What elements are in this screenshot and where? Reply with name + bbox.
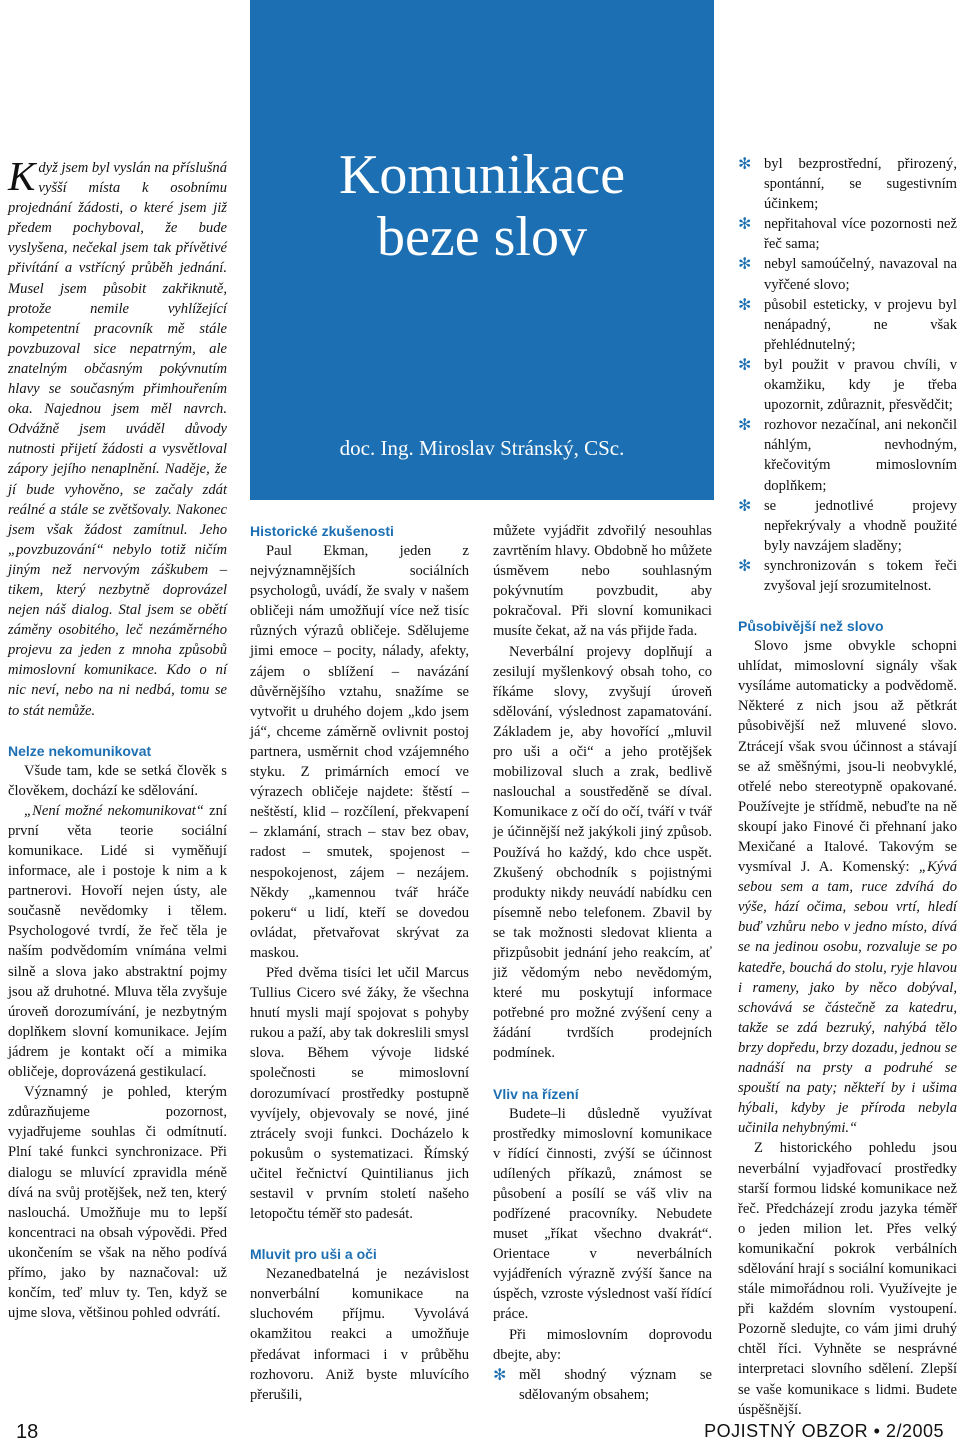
list-item bbox=[738, 496, 957, 556]
list-item-text: synchronizován s tokem řeči zvyšoval její srozumitelnost. bbox=[764, 557, 957, 594]
quote: „Není možné nekomunikovat“ bbox=[24, 802, 204, 819]
asterisk-bullet-icon: ✻ bbox=[738, 415, 752, 435]
intro-text: dyž jsem byl vyslán na příslušná vyšší místa k osobnímu projednání žádosti, o které jsem již předem pochyboval, že bude vyslyšena, nečekal jsem tak přívětivé přivítání a vstřícný průběh jednání. Musel jsem působit zakřiknutě, protože nemile vyhlížející kompetentní pracovník mě stále povzbuzoval sice nepatrným, ale znatelným občasným pokývnutím hlavy se současným přimhouřením oka. Najednou jsem měl navrch. Odvážně jsem uváděl důvody nutnosti přijetí žádosti a vysvětloval zápory jejího nenaplnění. Naděje, že jí bude vyhověno, se začaly zdát reálné a stále se zvětšovaly. Nakonec jsem však žádost zamítnul. Jeho „povzbuzování“ nebylo totiž ničím jiným než nervovým záškubem – tikem, který nezbytně doprovázel nejen náš dialog. Stal jsem se obětí záměny osobitého, leč nezáměrného projevu za jeden z mnoha způsobů mimoslovní komunikace. Kdo o ní nic neví, nebo na ni nedbá, tomu se to stát nemůže. bbox=[8, 160, 227, 719]
drop-cap: K bbox=[8, 153, 36, 199]
paragraph: Před dvěma tisíci let učil Marcus Tullius Cicero své žáky, že všechna hnutí mysli mají spojovat s pohyby rukou a paží, aby tak dokreslili smysl slova. Během vývoje lidské společnosti se mimoslovní dorozumívací prostředky postupně vyvíjely, objevovaly se nové, jiné ztrácely svoji funkci. Docházelo k pokusům o systematizaci. Římský učitel řečnictví Quintilianus jich sestavil v prvním století našeho letopočtu téměř sto padesát. bbox=[250, 964, 469, 1223]
paragraph: Paul Ekman, jeden z nejvýznamnějších sociálních psychologů, uvádí, že svaly v našem obličeji nám umožňují více než tisíc různých výrazů obličeje. Sdělujeme jimi emoce – pocity, nálady, afekty, zájem o sblížení – navázání důvěrnějšího vztahu, snažíme se vytvořit u druhého dojem „kdo jsem já“, chceme záměrně ovlivnit postoj partnera, usměrnit chod vzájemného styku. Z primárních emocí ve výrazech obličeje najdete: štěstí – neštěstí, klid – rozčílení, překvapení – zklamání, strach – stav bez obav, radost – smutek, spojenost – nespokojenost, zájem – nezájem. Někdy „kamennou tvář hráče pokeru“ u lidí, kteří se dovedou ovládat, přetvařovat skrývat za maskou. bbox=[250, 543, 469, 961]
asterisk-bullet-icon: ✻ bbox=[493, 1364, 507, 1384]
list-item bbox=[493, 1365, 712, 1405]
page-number: 18 bbox=[16, 1421, 39, 1443]
list-item-text: měl shodný význam se sdělovaným obsahem; bbox=[519, 1366, 712, 1403]
list-item-text: byl bezprostřední, přirozený, spontánní, se sugestivním účinkem; bbox=[764, 156, 957, 213]
list-item-text: nepřitahoval více pozornosti než řeč sama; bbox=[764, 216, 957, 253]
list-item-text: nebyl samoúčelný, navazoval na vyřčené slovo; bbox=[764, 256, 957, 293]
list-item bbox=[738, 214, 957, 254]
asterisk-bullet-icon: ✻ bbox=[738, 294, 752, 314]
asterisk-bullet-icon: ✻ bbox=[738, 254, 752, 274]
list-item bbox=[738, 556, 957, 596]
asterisk-bullet-icon: ✻ bbox=[738, 495, 752, 515]
section-heading-vliv-na-rizeni: Vliv na řízení bbox=[493, 1085, 579, 1102]
list-item bbox=[738, 254, 957, 294]
list-item bbox=[738, 415, 957, 495]
paragraph bbox=[8, 801, 227, 1082]
column-3 bbox=[493, 521, 712, 1405]
column-1 bbox=[8, 153, 227, 1323]
quote: „Kývá sebou sem a tam, ruce zdvíhá do výše, hází očima, sebou vrtí, hledí buď vzhůru nebo v jedno místo, dívá se na jedinou osobu, rozvaluje se po katedře, bouchá do stolu, ryje hlavou i rameny, jako by něco dobýval, schovává se částečně za katedru, takže se zdá bezruký, nahýbá tělo brzy dopředu, brzy dozadu, jednou se nadnáší na prsty a podruhé se spouští na paty; někteří by i ušima hýbali, kdyby je příroda nebyla učinila nehybnými.“ bbox=[738, 859, 957, 1137]
section-heading-pusobivejsi-nez-slovo: Působivější než slovo bbox=[738, 618, 884, 635]
paragraph-text: Slovo jsme obvykle schopni uhlídat, mimoslovní signály však vysíláme automaticky a podvědomě. Některé z nich jsou až pětkrát působivější než mluvené slovo. Ztrácejí však svou účinnost a stávají se až směšnými, jsou-li neobvyklé, otřelé nebo stereotypně opakované. Používejte je střídmě, nebuďte na ně skoupí jako Finové či přehnaní jako Mexičané a Italové. Takovým se vysmíval J. A. Komenský: bbox=[738, 638, 957, 876]
paragraph: Neverbální projevy doplňují a zesilují myšlenkový obsah toho, co říkáme slovy, zvyšují úroveň sdělování, výslednost zapamatování. Základem je, aby hovořící „mluvil pro uši a oči“ a jeho protějšek mobilizoval sluch a zrak, bedlivě naslouchal a soustředěně se díval. Komunikace z očí do očí, tváří v tvář je účinnější než jakýkoli jiný způsob. Používá ho každý, kdo chce uspět. Zkušený obchodník s pojistnými produkty nikdy neuvádí nabídku cen písemně nebo telefonem. Zbavil by se tak možnosti sledovat klienta a přizpůsobit jednání jeho reakcím, ať již vědomým nebo nevědomým, které mu poskytují informace potřebné pro možné zvýšení ceny a žádání tvrdších prodejních podmínek. bbox=[493, 643, 712, 1062]
journal-name: POJISTNÝ OBZOR • 2/2005 bbox=[704, 1421, 944, 1441]
bullet-list bbox=[493, 1365, 712, 1405]
section-heading-mluvit-pro-usi-a-oci: Mluvit pro uši a oči bbox=[250, 1246, 377, 1263]
asterisk-bullet-icon: ✻ bbox=[738, 154, 752, 173]
title-banner bbox=[250, 0, 714, 500]
paragraph-text: zní první věta teorie sociální komunikace. Lidé si vyměňují informace, ale i postoje k nim a k partnerovi. Hovoří nejen ústy, ale současně nevědomky i tělem. Psychologové tvrdí, že řeč těla je naším podvědomím vnímána velmi silně a slova jako abstraktní pojmy jsou až druhotné. Mluva těla zvyšuje úroveň dorozumívání, je nezbytným doplňkem slovní komunikace. Jejím jádrem je kontakt očí a mimika obličeje, doprovázená gestikulací. bbox=[8, 802, 227, 1081]
title-line-2: beze slov bbox=[377, 206, 587, 268]
asterisk-bullet-icon: ✻ bbox=[738, 555, 752, 575]
intro-paragraph bbox=[8, 153, 227, 721]
title-line-1: Komunikace bbox=[338, 144, 626, 206]
section-heading-nelze-nekomunikovat: Nelze nekomunikovat bbox=[8, 742, 152, 759]
section-heading-historicke-zkusenosti: Historické zkušenosti bbox=[250, 523, 394, 539]
paragraph: Budete–li důsledně využívat prostředky mimoslovní komunikace v řídící činnosti, zvýší se účinnost udílených příkazů, známost se působení a posílí se váš vliv na podřízené pracovníky. Nebudete muset „říkat všechno dvakrát“. Orientace v neverbálních vyjádřeních výrazně zvýší šance na úspěch, vzroste výslednost vaší řídící práce. bbox=[493, 1105, 712, 1323]
paragraph bbox=[738, 636, 957, 1138]
bullet-list bbox=[738, 154, 957, 596]
asterisk-bullet-icon: ✻ bbox=[738, 214, 752, 234]
list-item bbox=[738, 295, 957, 355]
paragraph: Významný je pohled, kterým zdůrazňujeme pozornost, vyjadřujeme souhlas či odmítnutí. Plní také funkci synchronizace. Při dialogu se mluvící zpravidla méně dívá na svůj protějšek, než ten, který naslouchá. Umožňuje mu to lepší koncentraci na obsah výpovědi. Před ukončením se však na něho podívá přímo, jako by naznačoval: už končím, teď mluv ty. Ten, když se ujme slova, většinou pohled odvrátí. bbox=[8, 1084, 227, 1322]
list-item-text: rozhovor nezačínal, ani nekončil náhlým, nevhodným, křečovitým mimoslovním doplňkem; bbox=[764, 417, 957, 494]
list-item-text: se jednotlivé projevy nepřekrývaly a vhodně použité byly navzájem sladěny; bbox=[764, 497, 957, 554]
paragraph: Nezanedbatelná je nezávislost nonverbální komunikace na sluchovém příjmu. Vyvolává okamžitou reakci a umožňuje předávat informaci i v průběhu rozhovoru. Aniž byste mluvícího přerušili, bbox=[250, 1266, 469, 1403]
list-item-text: byl použit v pravou chvíli, v okamžiku, kdy je třeba upozornit, zdůraznit, přesvědčit; bbox=[764, 356, 957, 414]
paragraph: Všude tam, kde se setká člověk s člověkem, dochází ke sdělování. bbox=[8, 762, 227, 799]
column-2 bbox=[250, 521, 469, 1405]
asterisk-bullet-icon: ✻ bbox=[738, 354, 752, 374]
article-title bbox=[250, 144, 714, 268]
list-item bbox=[738, 154, 957, 214]
list-item bbox=[738, 355, 957, 415]
article-author: doc. Ing. Miroslav Stránský, CSc. bbox=[339, 436, 625, 460]
list-item-text: působil esteticky, v projevu byl nenápadný, ne však přehlédnutelný; bbox=[764, 296, 957, 353]
paragraph: Při mimoslovním doprovodu dbejte, aby: bbox=[493, 1326, 712, 1363]
paragraph: Z historického pohledu jsou neverbální vyjadřovací prostředky starší formou lidské komunikace než řeč. Předcházejí zrodu jazyka téměř o jeden milion let. Přes velký komunikační pokrok verbálních sdělování hrají s sociální komunikaci stále mimořádnou roli. Využívejte je při každém slovním vystoupení. Pozorně sledujte, co vám jimi druhý chtěl říci. Vyhněte se nesprávné interpretaci slovního sdělení. Zlepší se vaše komunikace s lidmi. Budete úspěšnější. bbox=[738, 1140, 957, 1418]
column-4 bbox=[738, 154, 957, 1420]
paragraph: můžete vyjádřit zdvořilý nesouhlas zavrtěním hlavy. Obdobně ho můžete úsměvem nebo souhlasným pokývnutím povzbudit, aby pokračoval. Při slovní komunikaci musíte čekat, až na vás přijde řada. bbox=[493, 523, 712, 640]
